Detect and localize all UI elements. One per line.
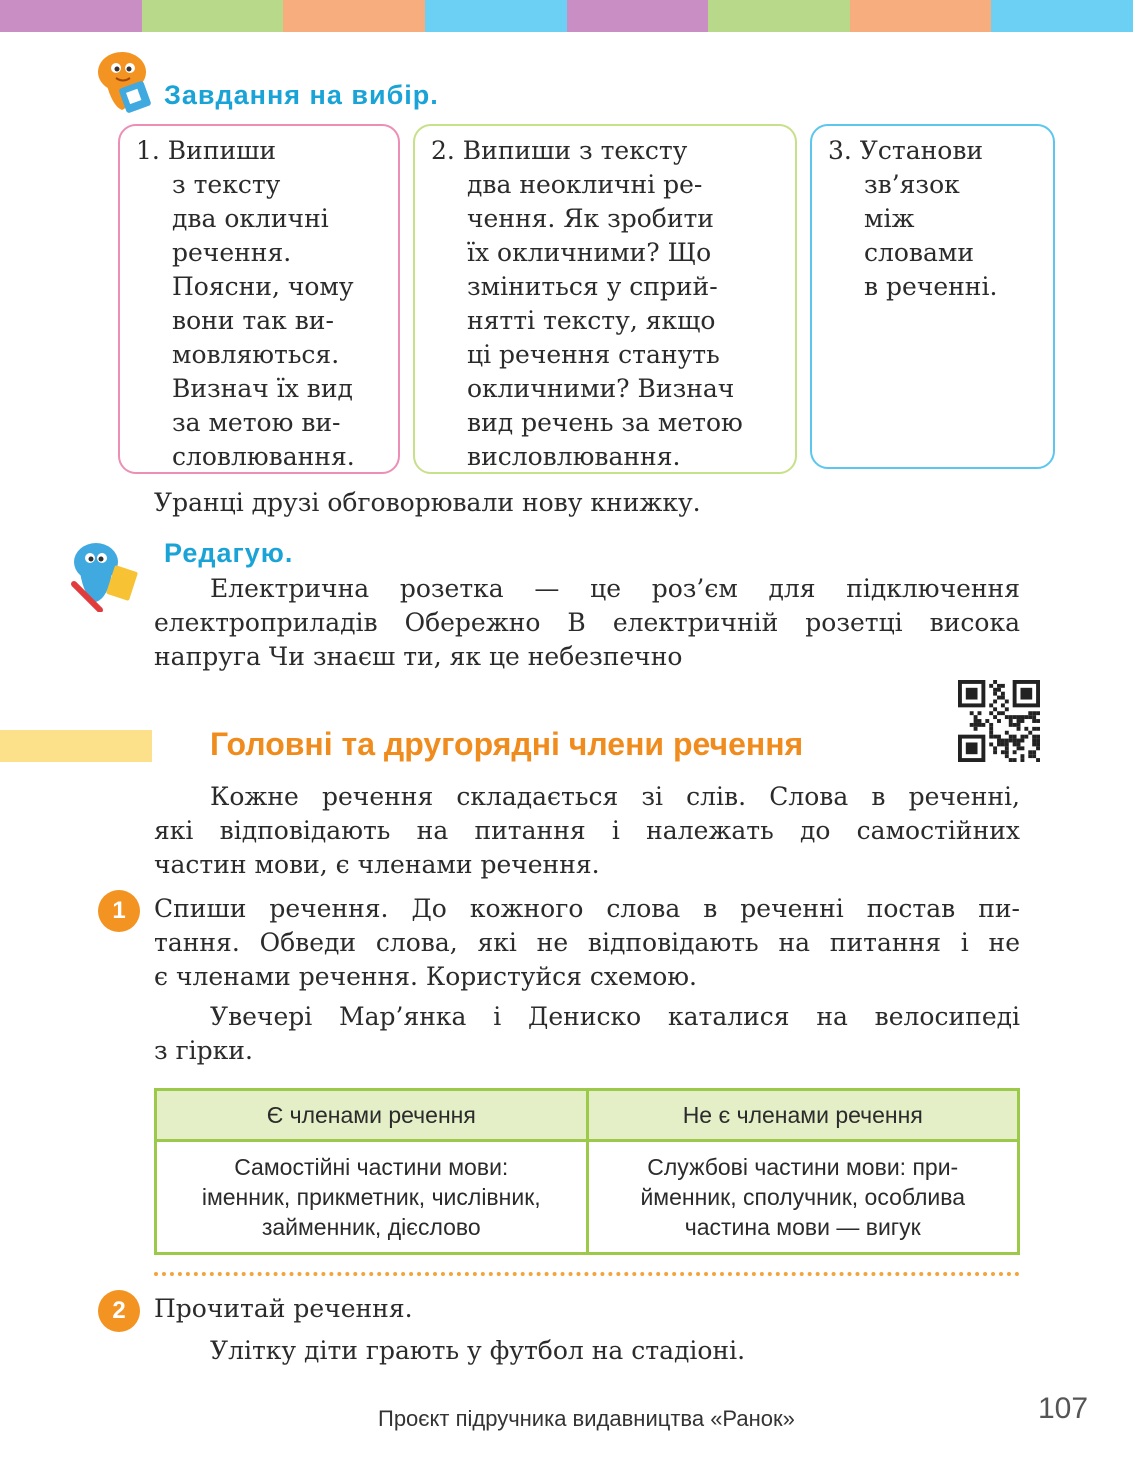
parts-of-sentence-scheme: [154, 1088, 1020, 1255]
edit-paragraph: [154, 572, 1020, 674]
dotted-divider: [154, 1272, 1020, 1276]
color-stripe: [283, 0, 425, 32]
task-line: словами: [864, 238, 975, 267]
intro-line: частин мови, є членами речення.: [154, 850, 600, 879]
scheme-cell-line: займенник, дієслово: [261, 1214, 481, 1240]
scheme-cell-line: йменник, сполучник, особлива: [640, 1184, 966, 1210]
task-line: Визнач їх вид: [172, 374, 353, 403]
task-line: висловлювання.: [467, 442, 681, 471]
color-stripe: [0, 0, 142, 32]
scheme-cell-non-members: [587, 1141, 1019, 1254]
blue-mascot-pencil-icon: [66, 540, 146, 612]
intro-line: Кожне речення складається зі слів. Слова в реченні,: [210, 782, 1020, 811]
page-number: 107: [1038, 1392, 1089, 1425]
choice-sentence: Уранці друзі обговорювали нову книжку.: [154, 488, 701, 517]
task-line: 3. Установи: [828, 136, 984, 165]
color-stripe: [142, 0, 284, 32]
task-box-3: [810, 124, 1055, 469]
exercise-1-text: [154, 892, 1020, 994]
scheme-cell-members: [156, 1141, 588, 1254]
task-line: зв’язок: [864, 170, 960, 199]
task-line: речення.: [172, 238, 292, 267]
exercise-line: тання. Обведи слова, які не відповідають на питання і не: [154, 928, 1020, 957]
example-line: з гірки.: [154, 1036, 253, 1065]
task-line: Поясни, чому: [172, 272, 354, 301]
exercise-2-badge: 2: [98, 1290, 140, 1332]
footer-publisher: Проєкт підручника видавництва «Ранок»: [378, 1406, 795, 1431]
color-stripe: [850, 0, 992, 32]
color-stripe: [425, 0, 567, 32]
exercise-2-example: Улітку діти грають у футбол на стадіоні.: [210, 1336, 746, 1365]
task-line: за метою ви-: [172, 408, 341, 437]
exercise-2-text: Прочитай речення.: [154, 1294, 413, 1323]
task-line: їх окличними? Що: [467, 238, 712, 267]
scheme-header-non-members: Не є членами речення: [587, 1090, 1019, 1141]
task-line: зміниться у сприй-: [467, 272, 718, 301]
task-line: окличними? Визнач: [467, 374, 735, 403]
task-line: нятті тексту, якщо: [467, 306, 716, 335]
task-line: 1. Випиши: [136, 136, 277, 165]
task-line: з тексту: [172, 170, 281, 199]
color-stripe: [991, 0, 1133, 32]
scheme-header-members: Є членами речення: [156, 1090, 588, 1141]
scheme-cell-line: іменник, прикметник, числівник,: [201, 1184, 541, 1210]
intro-line: які відповідають на питання і належать до самостійних: [154, 816, 1020, 845]
task-line: вид речень за метою: [467, 408, 743, 437]
edit-heading: Редагую.: [164, 538, 294, 568]
task-line: вони так ви-: [172, 306, 334, 335]
task-line: два неокличні ре-: [467, 170, 703, 199]
edit-line: Електрична розетка — це роз’єм для підключення: [210, 574, 1020, 603]
task-line: словлювання.: [172, 442, 355, 471]
choice-heading: Завдання на вибір.: [164, 80, 439, 110]
qr-code-icon[interactable]: [958, 680, 1040, 762]
exercise-line: є членами речення. Користуйся схемою.: [154, 962, 697, 991]
color-stripe: [567, 0, 709, 32]
edit-line: напруга Чи знаєш ти, як це небезпечно: [154, 642, 683, 671]
task-line: мовляються.: [172, 340, 340, 369]
color-stripe: [708, 0, 850, 32]
exercise-line: Спиши речення. До кожного слова в реченні постав пи-: [154, 894, 1020, 923]
task-box-2: [413, 124, 797, 474]
scheme-cell-line: Службові частини мови: при-: [647, 1154, 959, 1180]
example-line: Увечері Мар’янка і Дениско каталися на велосипеді: [210, 1002, 1020, 1031]
task-line: ці речення стануть: [467, 340, 720, 369]
task-line: чення. Як зробити: [467, 204, 714, 233]
exercise-1-example: [154, 1000, 1020, 1068]
top-color-stripes: [0, 0, 1133, 32]
scheme-cell-line: частина мови — вигук: [684, 1214, 921, 1240]
task-box-1: [118, 124, 400, 474]
orange-mascot-icon: [92, 48, 158, 116]
section-title: Головні та другорядні члени речення: [210, 726, 804, 762]
edit-line: електроприладів Обережно В електричній розетці висока: [154, 608, 1020, 637]
task-line: два окличні: [172, 204, 329, 233]
task-line: в реченні.: [864, 272, 998, 301]
exercise-1-badge: 1: [98, 890, 140, 932]
task-line: між: [864, 204, 915, 233]
scheme-cell-line: Самостійні частини мови:: [234, 1154, 509, 1180]
task-line: 2. Випиши з тексту: [431, 136, 688, 165]
section-marker-bar: [0, 730, 152, 762]
section-intro: [154, 780, 1020, 882]
